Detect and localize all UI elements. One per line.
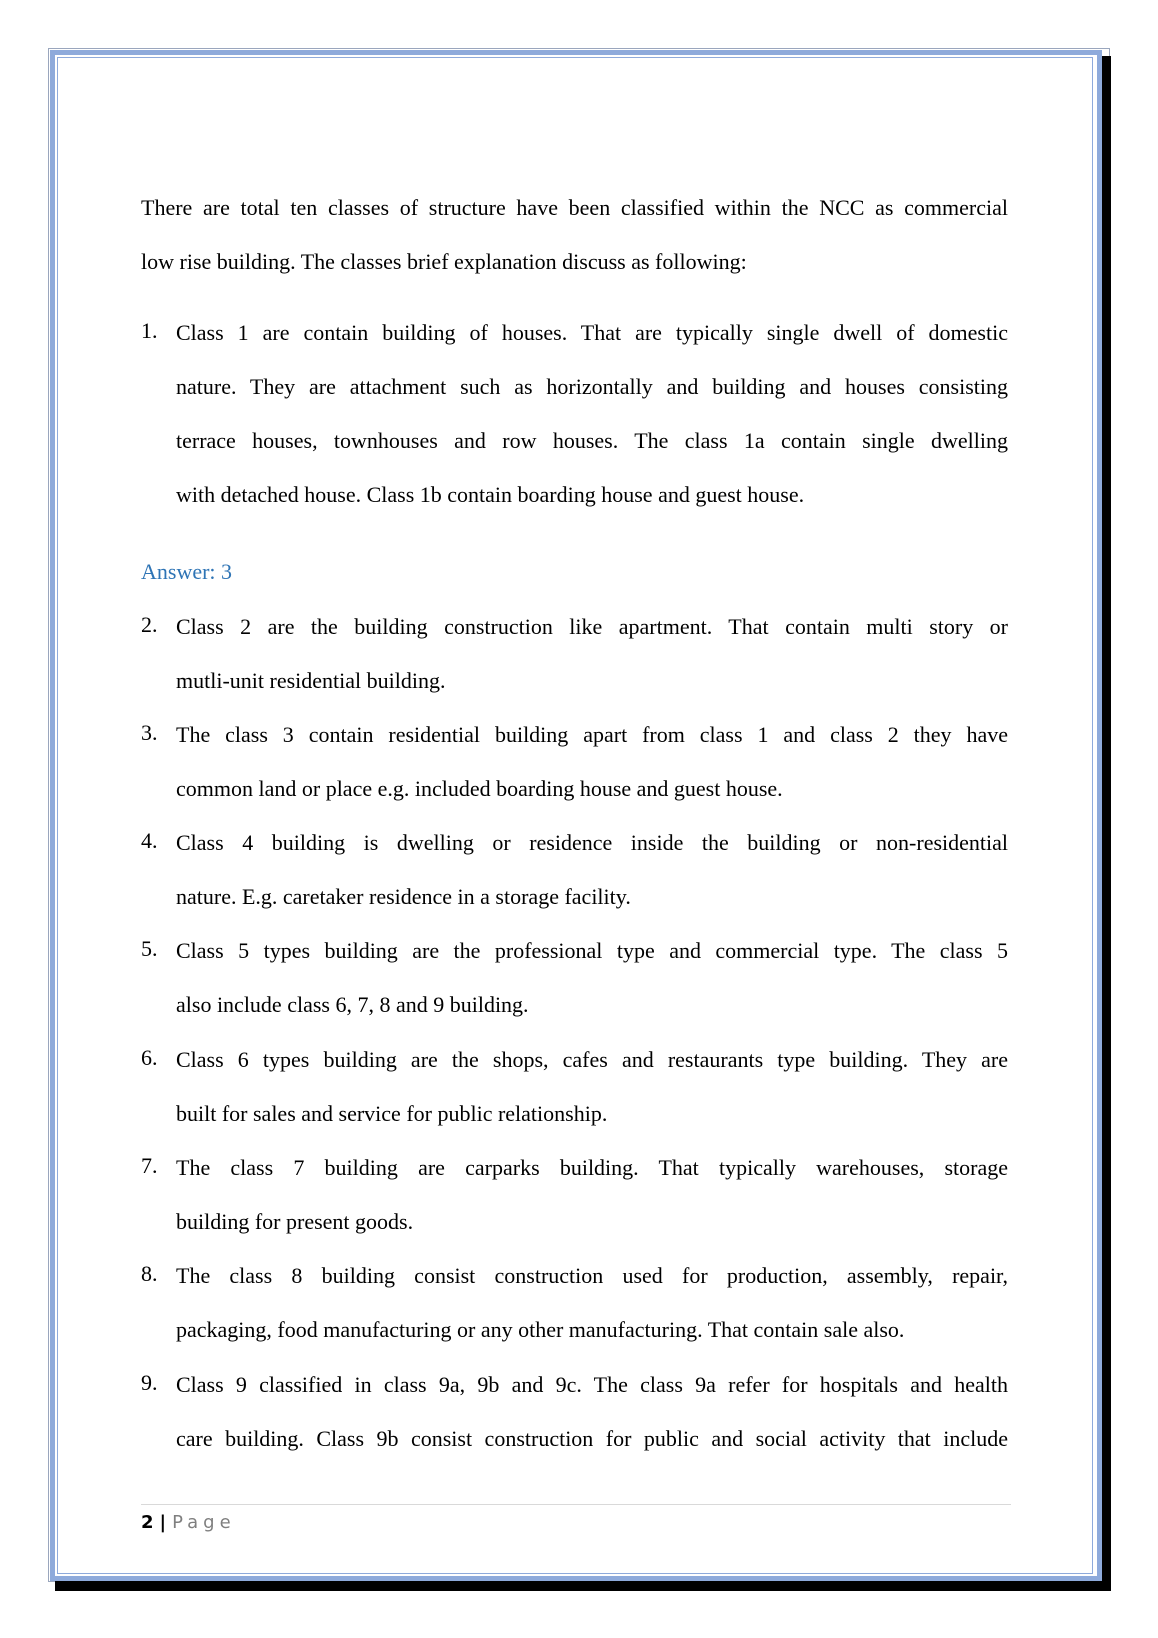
list-item-4: [141, 828, 1008, 936]
list-number: 5.: [141, 936, 158, 961]
list-item-6: [141, 1045, 1008, 1153]
page-shadow-bottom: [55, 1581, 1111, 1591]
page-shadow-right: [1101, 56, 1111, 1591]
list-item-7: [141, 1153, 1008, 1261]
page-label: Page: [172, 1512, 236, 1533]
list-number: 1.: [141, 318, 158, 343]
intro-line: There are total ten classes of structure have been classified within the NCC as commercial: [141, 195, 1008, 220]
list-line: mutli-unit residential building.: [176, 668, 446, 693]
page-number: 2: [141, 1512, 154, 1533]
list-number: 4.: [141, 828, 158, 853]
footer-divider: [141, 1504, 1011, 1505]
list-number: 6.: [141, 1045, 158, 1070]
list-line: packaging, food manufacturing or any other manufacturing. That contain sale also.: [176, 1317, 905, 1342]
list-line: Class 9 classified in class 9a, 9b and 9c. The class 9a refer for hospitals and health: [176, 1372, 1008, 1397]
footer-separator: |: [159, 1512, 167, 1533]
list-line: nature. They are attachment such as horizontally and building and houses consisting: [176, 374, 1008, 399]
list-number: 7.: [141, 1153, 158, 1178]
list-line: Class 4 building is dwelling or residence inside the building or non-residential: [176, 830, 1008, 855]
list-line: The class 3 contain residential building apart from class 1 and class 2 they have: [176, 722, 1008, 747]
list-line: building for present goods.: [176, 1209, 414, 1234]
list-number: 3.: [141, 720, 158, 745]
list-line: also include class 6, 7, 8 and 9 building.: [176, 992, 529, 1017]
list-item-1: [141, 318, 1008, 534]
list-number: 8.: [141, 1261, 158, 1286]
list-line: Class 6 types building are the shops, cafes and restaurants type building. They are: [176, 1047, 1008, 1072]
list-line: common land or place e.g. included boarding house and guest house.: [176, 776, 783, 801]
list-item-3: [141, 720, 1008, 828]
list-line: built for sales and service for public relationship.: [176, 1101, 608, 1126]
list-number: 9.: [141, 1370, 158, 1395]
list-line: Class 2 are the building construction like apartment. That contain multi story or: [176, 614, 1008, 639]
list-line: care building. Class 9b consist construction for public and social activity that include: [176, 1426, 1008, 1451]
list-line: nature. E.g. caretaker residence in a storage facility.: [176, 884, 631, 909]
list-item-2: [141, 612, 1008, 720]
intro-paragraph: [141, 181, 1008, 289]
list-item-9: [141, 1370, 1008, 1478]
list-line: Class 5 types building are the professional type and commercial type. The class 5: [176, 938, 1008, 963]
list-item-8: [141, 1261, 1008, 1369]
list-line: The class 8 building consist construction used for production, assembly, repair,: [176, 1263, 1008, 1288]
list-number: 2.: [141, 612, 158, 637]
list-line: with detached house. Class 1b contain boarding house and guest house.: [176, 482, 805, 507]
list-item-5: [141, 936, 1008, 1044]
list-line: terrace houses, townhouses and row houses. The class 1a contain single dwelling: [176, 428, 1008, 453]
intro-line: low rise building. The classes brief explanation discuss as following:: [141, 249, 747, 274]
list-line: The class 7 building are carparks building. That typically warehouses, storage: [176, 1155, 1008, 1180]
list-line: Class 1 are contain building of houses. That are typically single dwell of domestic: [176, 320, 1008, 345]
answer-label: Answer: 3: [141, 559, 233, 584]
page-footer: [141, 1512, 236, 1533]
